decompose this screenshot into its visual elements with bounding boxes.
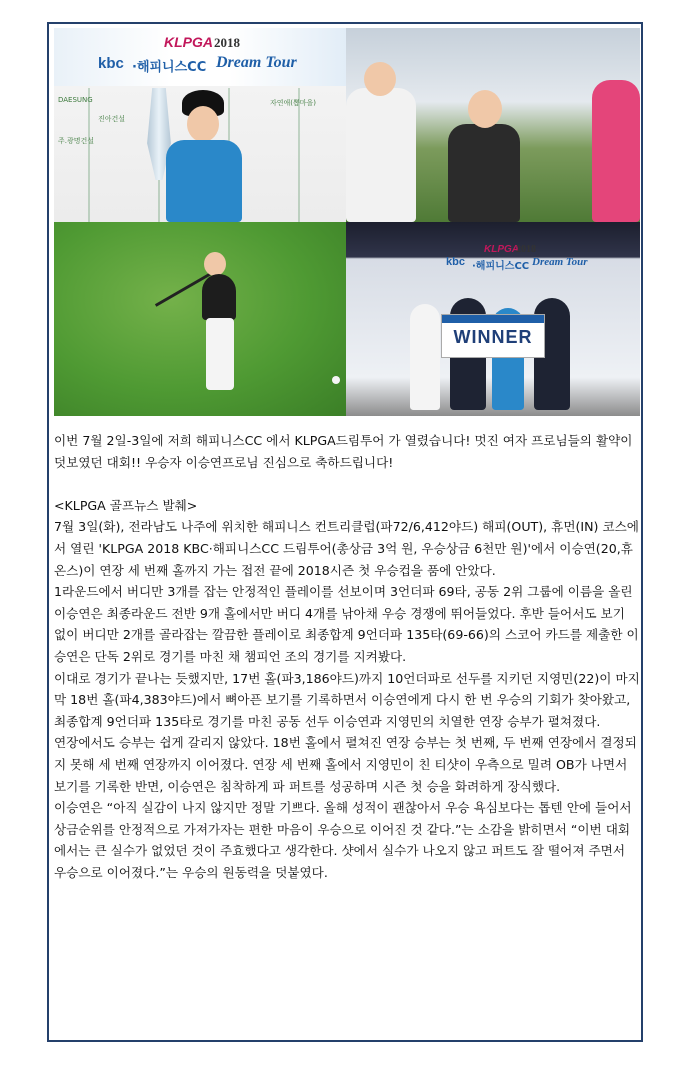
sponsor-logo: 진아건설: [98, 115, 126, 123]
news-paragraph: 7월 3일(화), 전라남도 나주에 위치한 해피니스 컨트리클럽(파72/6,412야드) 해피(OUT), 휴먼(IN) 코스에서 열린 'KLPGA 2018 KBC·해피니스CC 드림투어(총상금 3억 원, 우승상금 6천만 원)'에서 이승연(20,휴온스)이 연장 세 번째 홀까지 가는 접전 끝에 2018시즌 첫 우승컵을 품에 안았다.: [54, 519, 639, 578]
klpga-logo: KLPGA: [164, 34, 213, 50]
source-label: <KLPGA 골프뉴스 발췌>: [54, 497, 198, 513]
happiness-cc-logo: ·해피니스CC: [132, 60, 207, 75]
golfer-pants: [206, 318, 234, 390]
banner-year: 2018: [214, 35, 240, 50]
happiness-cc-logo: ·해피니스CC: [472, 261, 530, 272]
article-frame: [47, 22, 643, 1042]
golfer-top: [202, 274, 236, 320]
player-face: [187, 106, 219, 142]
klpga-logo: KLPGA: [484, 244, 519, 255]
dream-tour-logo: Dream Tour: [216, 54, 297, 71]
kbc-logo: kbc: [446, 256, 465, 268]
photo-trophy-winner: [54, 28, 346, 222]
colleague-face: [364, 62, 396, 96]
dream-tour-logo: Dream Tour: [532, 256, 588, 268]
winner-face: [468, 90, 502, 128]
player-jacket: [166, 140, 242, 222]
news-paragraph: 이승연은 “아직 실감이 나지 않지만 정말 기쁘다. 올해 성적이 괜찮아서 우승 욕심보다는 톱텐 안에 들어서 상금순위를 안정적으로 가져가자는 편한 마음이 우승으로 이어진 것 같다.”는 소감을 밝히면서 “이번 대회에서는 큰 실수가 없었던 것이 주효했다고 생각한다. 샷에서 실수가 나오지 않고 퍼트도 잘 떨어져 주면서 우승으로 이어졌다.”는 우승의 원동력을 덧붙였다.: [54, 800, 632, 880]
golf-ball-icon: [332, 376, 340, 384]
sponsor-logo: DAESUNG: [58, 96, 93, 104]
news-paragraph: 연장에서도 승부는 쉽게 갈리지 않았다. 18번 홀에서 펼쳐진 연장 승부는 첫 번째, 두 번째 연장에서 결정되지 못해 세 번째 연장까지 이어졌다. 연장 세 번째 홀에서 지영민이 친 티샷이 우측으로 밀려 OB가 나면서 보기를 기록한 반면, 이승연은 침착하게 파 퍼트를 성공하며 시즌 첫 승을 화려하게 장식했다.: [54, 735, 637, 794]
photo-award-ceremony: [346, 222, 640, 416]
news-paragraph: 이대로 경기가 끝나는 듯했지만, 17번 홀(파3,186야드)까지 10언더파로 선두를 지키던 지영민(22)이 마지막 18번 홀(파4,383야드)에서 뼈아픈 보기를 기록하면서 이승연에게 다시 한 번 우승의 기회가 찾아왔고, 최종합계 9언더파 135타로 경기를 마친 공동 선두 이승연과 지영민의 치열한 연장 승부가 펼쳐졌다.: [54, 670, 640, 729]
sponsor-logo: 주.광명건설: [58, 137, 95, 145]
sponsor-logo: 자연애(뽑마을): [270, 99, 317, 107]
winner-label: WINNER: [453, 327, 533, 347]
photo-celebration: [346, 28, 640, 222]
banner-year: 2018: [516, 244, 536, 255]
winner-board: [441, 314, 545, 358]
winner-vest: [448, 124, 520, 222]
winner-board-stripe: [442, 315, 544, 323]
kbc-logo: kbc: [98, 55, 124, 72]
presenter-woman: [410, 304, 440, 410]
article-body: [54, 430, 640, 883]
intro-paragraph: 이번 7월 2일-3일에 저희 해피니스CC 에서 KLPGA드림투어 가 열렸습니다! 멋진 여자 프로님들의 활약이 덧보였던 대회!! 우승자 이승연프로님 진심으로 축하드립니다!: [54, 433, 633, 470]
colleague-right: [592, 80, 640, 222]
spacer: [54, 473, 640, 495]
photo-golf-swing: [54, 222, 346, 416]
colleague-left: [346, 88, 416, 222]
event-banner: [54, 28, 346, 86]
news-paragraph: 1라운드에서 버디만 3개를 잡는 안정적인 플레이를 선보이며 3언더파 69타, 공동 2위 그룹에 이름을 올린 이승연은 최종라운드 전반 9개 홀에서만 버디 4개를 낚아채 우승 경쟁에 뛰어들었다. 후반 들어서도 보기 없이 버디만 2개를 골라잡는 깔끔한 플레이로 최종합계 9언더파 135타(69-66)의 스코어 카드를 제출한 이승연은 단독 2위로 경기를 마친 채 챔피언 조의 경기를 지켜봤다.: [54, 584, 639, 664]
golfer-head: [204, 252, 226, 276]
